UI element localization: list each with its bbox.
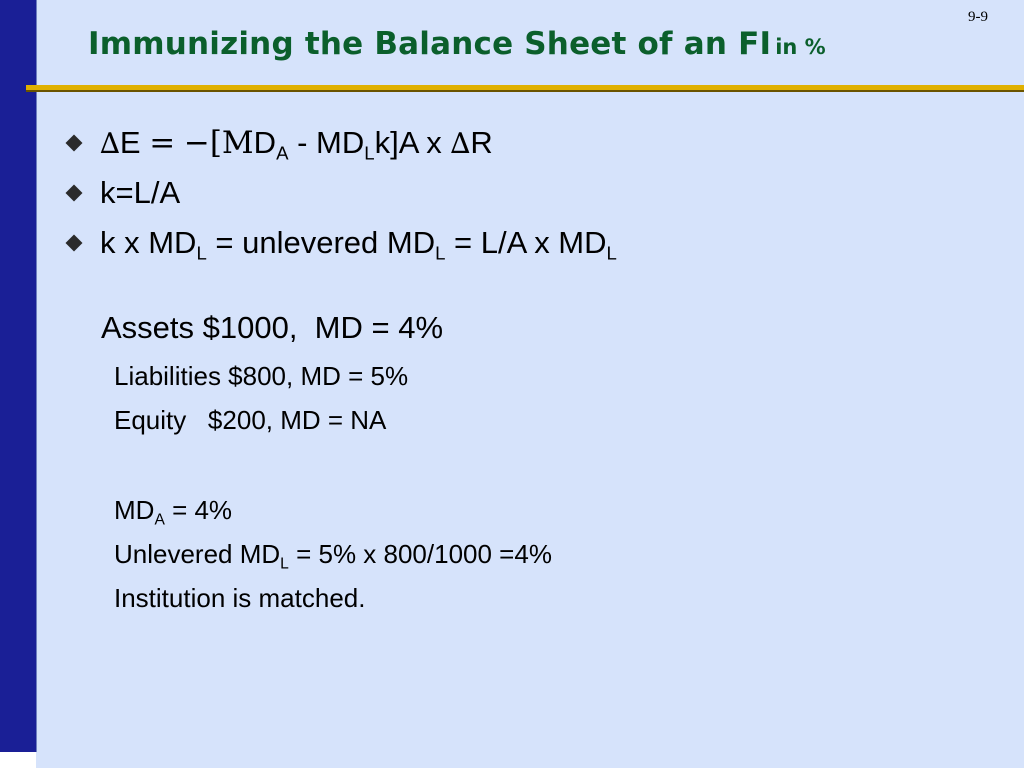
formula-m: M bbox=[221, 125, 254, 161]
subscript-l: L bbox=[196, 242, 207, 264]
title-main: Immunizing the Balance Sheet of an FI bbox=[88, 26, 772, 62]
conclusion-line: Institution is matched. bbox=[114, 583, 366, 613]
text-part: = 5% x 800/1000 =4% bbox=[288, 539, 552, 569]
unlevered-md-line bbox=[114, 532, 552, 576]
left-accent-bar bbox=[0, 0, 37, 752]
text-part: k x MD bbox=[100, 225, 197, 260]
bullet-text bbox=[100, 225, 617, 264]
formula-r: R bbox=[470, 125, 493, 160]
bullet-k-definition bbox=[64, 168, 617, 218]
left-bar-footer bbox=[0, 752, 36, 768]
bullet-unlevered-md bbox=[64, 218, 617, 268]
diamond-bullet-icon bbox=[66, 235, 83, 252]
spacer bbox=[114, 442, 552, 488]
formula-e: E bbox=[119, 125, 141, 160]
formula-tail: k]A x bbox=[374, 125, 451, 160]
delta-symbol: ∆ bbox=[100, 127, 120, 160]
text-part: = 4% bbox=[164, 495, 233, 525]
subscript-l: L bbox=[280, 555, 289, 573]
assets-line: Assets $1000, MD = 4% bbox=[101, 310, 444, 345]
equity-line: Equity $200, MD = NA bbox=[114, 405, 387, 435]
title-divider bbox=[26, 85, 1024, 92]
subscript-a: A bbox=[154, 511, 165, 529]
bullet-equity-change-formula bbox=[64, 118, 617, 168]
bullet-text: k=L/A bbox=[100, 175, 181, 210]
subscript-l: L bbox=[606, 242, 617, 264]
example-block bbox=[101, 310, 552, 620]
formula-equals: = bbox=[149, 125, 176, 161]
diamond-bullet-icon bbox=[66, 135, 83, 152]
text-part: MD bbox=[114, 495, 155, 525]
formula-minus-bracket: −[ bbox=[183, 125, 222, 161]
formula-mid: - MD bbox=[288, 125, 365, 160]
subscript-l: L bbox=[364, 142, 375, 164]
diamond-bullet-icon bbox=[66, 185, 83, 202]
formula-text bbox=[100, 125, 493, 164]
title-suffix: in % bbox=[775, 35, 826, 59]
page-number: 9-9 bbox=[968, 9, 988, 25]
slide-title bbox=[88, 26, 988, 62]
bullet-list bbox=[64, 118, 617, 268]
subscript-l: L bbox=[435, 242, 446, 264]
subscript-a: A bbox=[276, 142, 289, 164]
example-details bbox=[114, 354, 552, 620]
liabilities-line: Liabilities $800, MD = 5% bbox=[114, 361, 409, 391]
text-part: = L/A x MD bbox=[445, 225, 607, 260]
delta-symbol: ∆ bbox=[450, 127, 471, 160]
text-part: = unlevered MD bbox=[206, 225, 436, 260]
text-part: Unlevered MD bbox=[114, 539, 281, 569]
mda-line bbox=[114, 488, 552, 532]
formula-d: D bbox=[253, 125, 277, 160]
